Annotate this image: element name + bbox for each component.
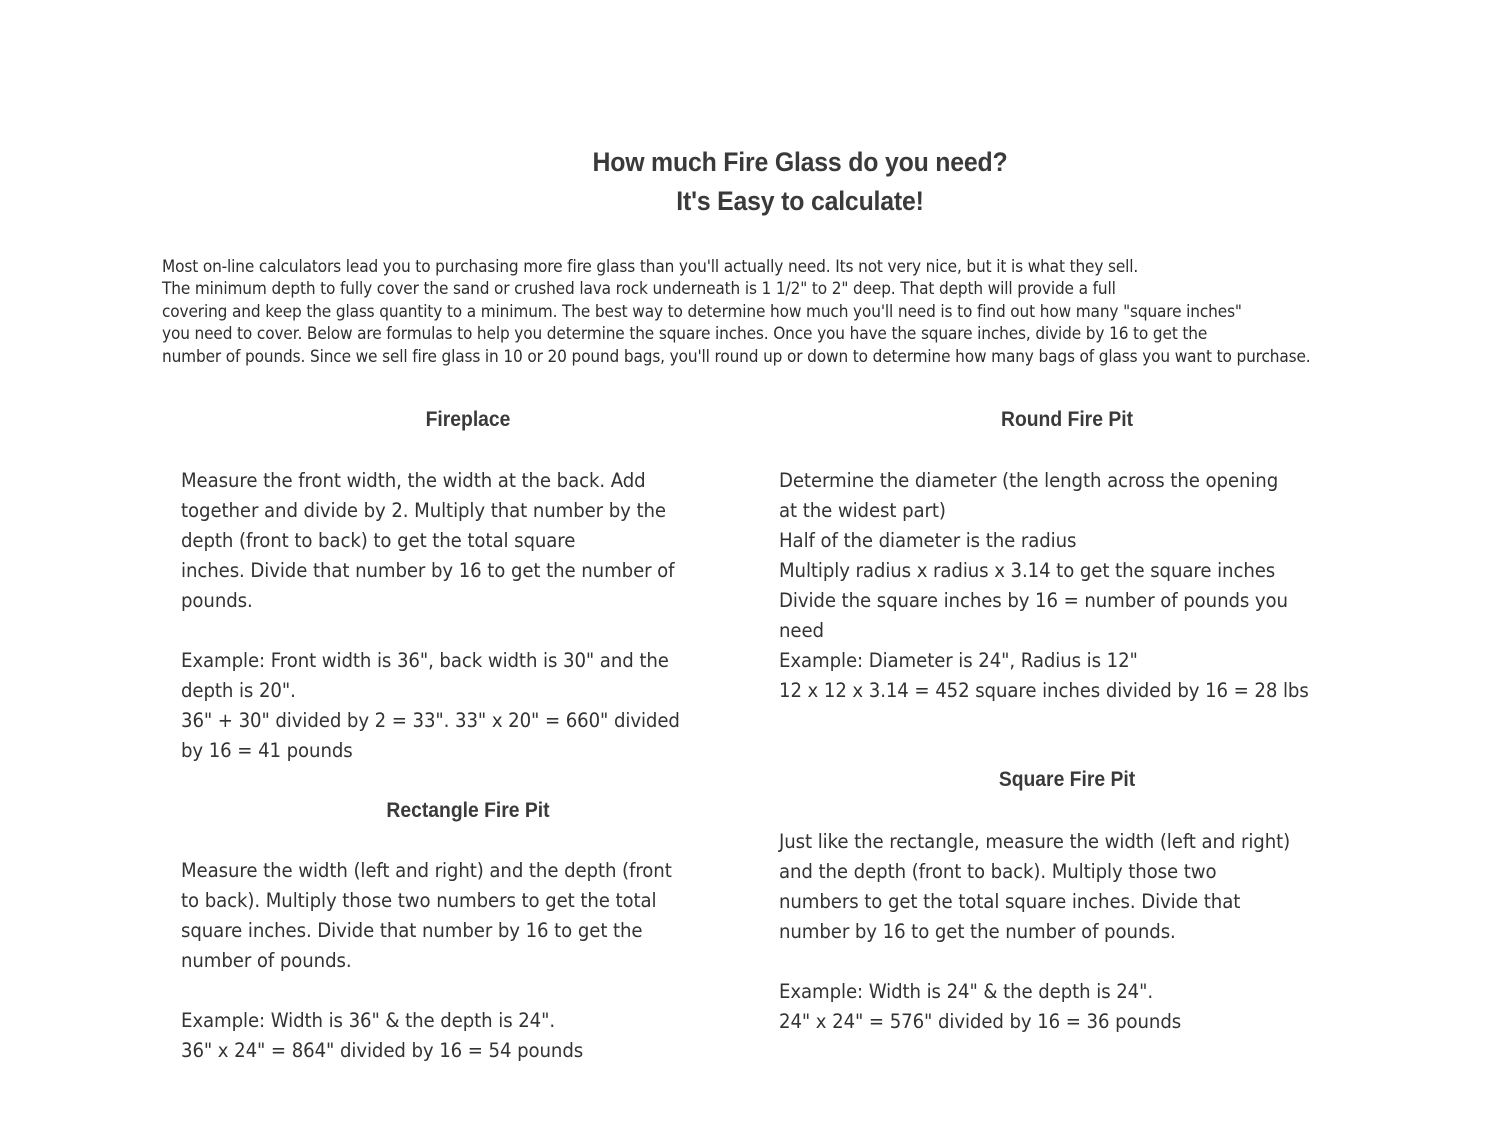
round-example-line: 12 x 12 x 3.14 = 452 square inches divided by 16 = 28 lbs: [779, 679, 1309, 702]
round-section: [779, 466, 1349, 706]
round-text-line: Divide the square inches by 16 = number of pounds you: [779, 589, 1288, 612]
round-example-line: Example: Diameter is 24", Radius is 12": [779, 649, 1138, 672]
square-heading: Square Fire Pit: [998, 768, 1136, 791]
fireplace-example-line: depth is 20".: [181, 679, 296, 702]
square-text-line: numbers to get the total square inches. Divide that: [779, 890, 1241, 913]
square-text-line: and the depth (front to back). Multiply those two: [779, 860, 1217, 883]
rectangle-text-line: number of pounds.: [181, 949, 352, 972]
intro-line: number of pounds. Since we sell fire glass in 10 or 20 pound bags, you'll round up or down to determine how many bags of glass you want to purchase.: [162, 346, 1311, 366]
fireplace-text-line: Measure the front width, the width at the back. Add: [181, 469, 646, 492]
intro-paragraph: [162, 256, 1492, 368]
round-text-line: Multiply radius x radius x 3.14 to get the square inches: [779, 559, 1276, 582]
fireplace-text-line: pounds.: [181, 589, 253, 612]
fireplace-text-line: inches. Divide that number by 16 to get the number of: [181, 559, 675, 582]
fireplace-heading: Fireplace: [425, 408, 511, 431]
square-example-line: 24" x 24" = 576" divided by 16 = 36 pounds: [779, 1010, 1182, 1033]
rectangle-example-line: 36" x 24" = 864" divided by 16 = 54 pounds: [181, 1039, 584, 1062]
round-text-line: Half of the diameter is the radius: [779, 529, 1077, 552]
fireplace-example-line: by 16 = 41 pounds: [181, 739, 353, 762]
fireplace-example-line: 36" + 30" divided by 2 = 33". 33" x 20" = 660" divided: [181, 709, 680, 732]
fireplace-example-line: Example: Front width is 36", back width is 30" and the: [181, 649, 669, 672]
intro-line: covering and keep the glass quantity to a minimum. The best way to determine how much you'll need is to find out how many "square inches": [162, 301, 1242, 321]
page-subtitle: It's Easy to calculate!: [676, 186, 924, 216]
square-text-line: Just like the rectangle, measure the width (left and right): [779, 830, 1291, 853]
fireplace-text-line: depth (front to back) to get the total square: [181, 529, 576, 552]
spacer: [779, 947, 1329, 977]
rectangle-text-line: to back). Multiply those two numbers to get the total: [181, 889, 657, 912]
intro-line: Most on-line calculators lead you to purchasing more fire glass than you'll actually need. Its not very nice, but it is what they sell.: [162, 257, 1139, 276]
rectangle-heading: Rectangle Fire Pit: [386, 799, 550, 822]
rectangle-text-line: square inches. Divide that number by 16 to get the: [181, 919, 643, 942]
square-text-line: number by 16 to get the number of pounds.: [779, 920, 1176, 943]
rectangle-section: [181, 856, 709, 1066]
spacer: [181, 976, 709, 1006]
round-heading: Round Fire Pit: [1000, 408, 1134, 431]
rectangle-example-line: Example: Width is 36" & the depth is 24".: [181, 1009, 556, 1032]
square-example-line: Example: Width is 24" & the depth is 24".: [779, 980, 1154, 1003]
page-title: How much Fire Glass do you need?: [592, 147, 1008, 177]
fireplace-section: [181, 466, 717, 766]
intro-line: The minimum depth to fully cover the sand or crushed lava rock underneath is 1 1/2" to 2" deep. That depth will provide a full: [162, 279, 1116, 299]
spacer: [181, 616, 717, 646]
round-text-line: at the widest part): [779, 499, 946, 522]
fireplace-text-line: together and divide by 2. Multiply that number by the: [181, 499, 666, 522]
square-section: [779, 827, 1329, 1037]
round-text-line: need: [779, 619, 824, 642]
rectangle-text-line: Measure the width (left and right) and the depth (front: [181, 859, 672, 882]
intro-line: you need to cover. Below are formulas to help you determine the square inches. Once you have the square inches, divide by 16 to get the: [162, 324, 1208, 344]
round-text-line: Determine the diameter (the length across the opening: [779, 469, 1279, 492]
